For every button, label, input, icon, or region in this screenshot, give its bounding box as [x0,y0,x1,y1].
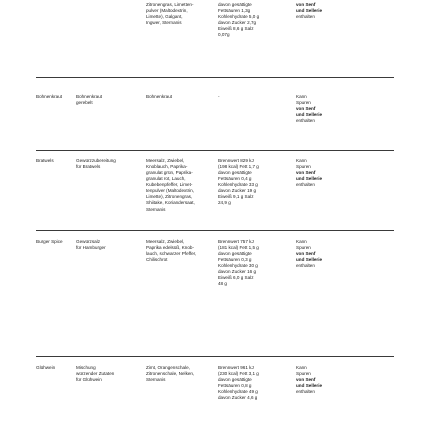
row-divider [36,356,394,357]
ingredients-line: Chilischrot [146,257,168,263]
ingredients-line: granulat rot, Lauch, [146,176,186,182]
nutrition-line: Eiweiß 8,6 g Salz [218,26,254,32]
nutrition-line: davon Zucker 16 g [218,269,257,275]
nutrition-cell [218,94,288,100]
allergen-line: und Sellerie [296,8,323,14]
ingredients-line: Sternanis [146,206,166,212]
row-divider [36,150,394,151]
nutrition-line: 48 g [218,281,227,287]
nutrition-line: Fettsäuren 0,4 g [218,176,252,182]
nutrition-line: davon gesättigte [218,251,252,257]
nutrition-cell [218,365,288,401]
nutrition-line: Eiweiß 9,1 g Salz [218,194,254,200]
row-divider [36,230,394,231]
ingredients-line: Limette), Galgant, [146,14,183,20]
nutrition-line: davon Zucker 4,6 g [218,395,258,401]
ingredients-line: Zitronenschale, Nelken, [146,371,195,377]
allergen-line: Spuren [296,245,311,251]
nutrition-line: Kohlenhydrate 49 g [218,389,258,395]
nutrition-line: (230 kcal) Fett 3,1 g [218,371,259,377]
allergen-line: Kann [296,94,307,99]
nutrition-line: Fettsäuren 1,3g [218,8,251,14]
ingredients-line: pulver (Maltodextrin, [146,8,188,14]
ingredients-line: Knoblauch, Paprika- [146,164,188,170]
ingredients-line: granulat grün, Paprika- [146,170,193,176]
description-cell [76,158,126,170]
ingredients-line: Meersalz, Zwiebel, [146,158,185,163]
nutrition-line: davon Zucker 2,7g [218,20,257,26]
ingredients-line: Meersalz, Zwiebel, [146,239,185,244]
nutrition-line: Brennwert 829 kJ [218,158,254,163]
allergens-cell [296,158,342,188]
ingredients-cell [146,365,208,383]
nutrition-cell [218,158,288,207]
nutrition-line: (198 kcal) Fett 1,7 g [218,164,259,170]
description-line: gerebelt [76,100,93,106]
allergen-line: und Sellerie [296,112,323,118]
description-line: Gewürzzubereitung [76,158,116,163]
allergen-line: von Senf [296,170,316,176]
allergens-cell [296,2,342,20]
ingredients-line: tenpulver (Maltodextrin, [146,188,195,194]
nutrition-line: davon Zucker 19 g [218,188,257,194]
description-line: würzender Zutaten [76,371,115,377]
nutrition-line: Eiweiß 6,0 g Salz [218,275,254,281]
description-line: Gewürzsalz [76,239,100,244]
nutrition-line: davon gesättigte [218,2,252,7]
nutrition-line: (181 kcal) Fett 1,5 g [218,245,259,251]
product-name: Glühwein [36,365,56,370]
nutrition-line: Brennwert 757 kJ [218,239,254,244]
ingredients-line: Bohnenkraut [146,94,173,99]
allergen-line: Spuren [296,100,311,106]
allergen-line: und Sellerie [296,383,323,389]
allergens-cell [296,239,342,269]
nutrition-line: davon gesättigte [218,377,252,383]
ingredients-line: Zitronengras, Limetten- [146,2,194,7]
description-line: für Hamburger [76,245,106,251]
allergen-line: enthalten [296,263,315,269]
nutrition-cell [218,239,288,288]
allergen-line: Spuren [296,164,311,170]
nutrition-cell [218,2,288,38]
allergen-line: Spuren [296,371,311,377]
allergen-line: enthalten [296,118,315,124]
allergen-line: Kann [296,365,307,370]
nutrition-line: 24,9 g [218,200,231,206]
ingredients-cell [146,2,208,26]
product-name: Bratwels [36,158,54,163]
allergens-cell [296,94,342,124]
allergen-line: enthalten [296,389,315,395]
ingredients-cell [146,239,208,263]
description-line: Mischung [76,365,96,370]
nutrition-line: Brennwert 961 kJ [218,365,254,370]
allergens-cell [296,365,342,395]
allergen-line: Kann [296,239,307,244]
ingredients-line: Zimt, Orangenschale, [146,365,190,370]
row-divider [36,77,394,78]
allergen-line: enthalten [296,14,315,20]
nutrition-line: Kohlenhydrate 30 g [218,263,258,269]
description-line: Bohnenkraut [76,94,103,99]
allergen-line: Kann [296,158,307,163]
nutrition-line: 0,07g [218,32,230,38]
ingredients-line: Kubebenpfeffer, Limet- [146,182,193,188]
allergen-line: von Senf [296,2,316,7]
nutrition-line: Kohlenhydrate 5,0 g [218,14,260,20]
allergen-line: und Sellerie [296,176,323,182]
ingredients-line: lauch, schwarzer Pfeffer, [146,251,197,257]
nutrition-line: Fettsäuren 0,3 g [218,257,252,263]
ingredients-cell [146,158,208,213]
allergen-line: von Senf [296,377,316,383]
allergen-line: von Senf [296,251,316,257]
ingredients-line: Paprika edelsüß, Knob- [146,245,195,251]
allergen-line: enthalten [296,182,315,188]
ingredients-cell [146,94,208,100]
description-cell [76,239,126,251]
nutrition-line: davon gesättigte [218,170,252,176]
nutrition-line: Kohlenhydrate 33 g [218,182,258,188]
ingredients-line: Shiitake, Koriandersaat, [146,200,195,206]
ingredients-line: Sternanis [146,377,166,383]
nutrition-line: - [218,94,220,99]
ingredients-line: Limette), Zitronengras, [146,194,193,200]
description-line: für Bratwels [76,164,101,170]
allergen-line: und Sellerie [296,257,323,263]
description-cell [76,94,126,106]
allergen-line: von Senf [296,106,316,112]
description-cell [76,365,126,383]
description-line: für Glühwein [76,377,102,383]
ingredients-line: Ingwer, Sternanis [146,20,182,26]
product-name: Burger Spice [36,239,63,244]
nutrition-line: Fettsäuren 0,8 g [218,383,252,389]
product-name: Bohnenkraut [36,94,63,99]
